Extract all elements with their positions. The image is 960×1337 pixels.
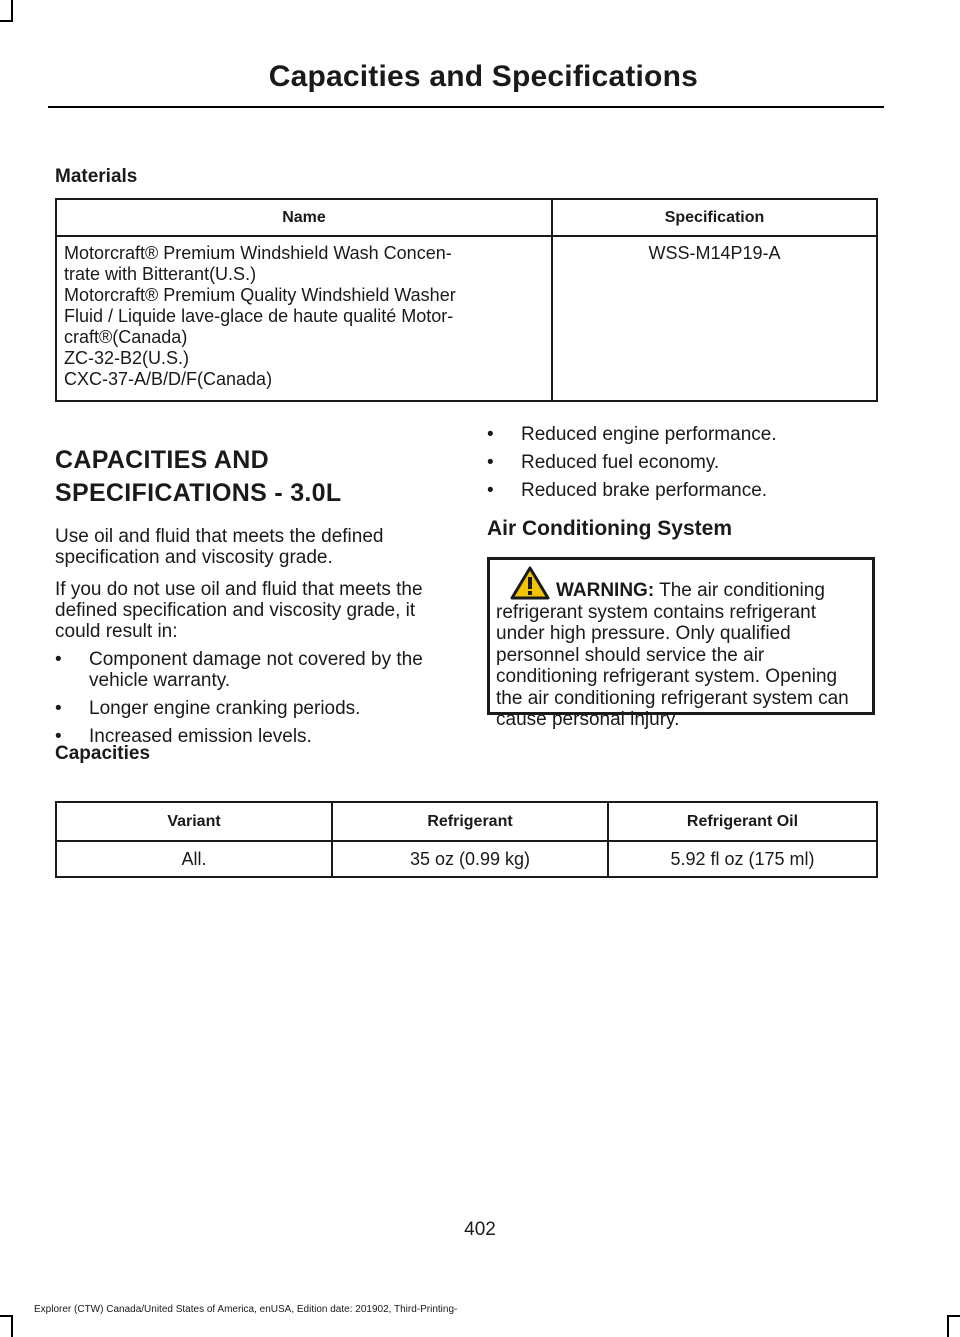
consequence-paragraph: If you do not use oil and fluid that meets the defined specification and viscosity grade, it could result in: (55, 579, 423, 642)
left-column (55, 444, 450, 754)
crop-mark (0, 20, 13, 22)
bullet-icon: • (487, 424, 494, 445)
consequence-list (55, 649, 450, 747)
warning-box (487, 557, 875, 730)
material-name-line: Motorcraft® Premium Windshield Wash Concen- (64, 243, 452, 263)
column-header-refrigerant: Refrigerant (332, 802, 608, 841)
section-heading-line: CAPACITIES AND (55, 446, 269, 474)
material-name-cell (56, 236, 552, 401)
crop-mark (11, 1315, 13, 1337)
table-row (56, 841, 877, 877)
header-divider (48, 106, 884, 108)
bullet-icon: • (55, 649, 62, 670)
consequence-list-continued (487, 424, 882, 501)
refrigerant-oil-cell: 5.92 fl oz (175 ml) (608, 841, 877, 877)
crop-mark (947, 1315, 949, 1337)
bullet-icon: • (487, 452, 494, 473)
section-heading (55, 444, 450, 510)
material-name-line: Motorcraft® Premium Quality Windshield Washer (64, 285, 456, 305)
ac-system-heading: Air Conditioning System (487, 517, 733, 540)
list-item: • Reduced engine performance. (487, 424, 777, 445)
crop-mark (947, 1315, 960, 1317)
list-item: • Reduced fuel economy. (487, 452, 720, 473)
column-header-refrigerant-oil: Refrigerant Oil (608, 802, 877, 841)
page-number: 402 (464, 1219, 496, 1240)
material-name-line: trate with Bitterant(U.S.) (64, 264, 257, 284)
table-header-row (56, 199, 877, 236)
column-header-variant: Variant (56, 802, 332, 841)
bullet-icon: • (487, 480, 494, 501)
list-item: • Increased emission levels. (55, 726, 312, 747)
variant-cell: All. (56, 841, 332, 877)
warning-triangle-icon (510, 566, 550, 600)
crop-mark (0, 1315, 13, 1317)
warning-label: WARNING: (556, 580, 655, 601)
right-column (487, 424, 882, 541)
bullet-icon: • (55, 698, 62, 719)
column-header-specification: Specification (552, 199, 877, 236)
warning-text: The air conditioning refrigerant system contains refrigerant under high pressure. Only qualified personnel should service the air conditioning refrigerant system. Opening the air conditioning refrigerant system can cause personal injury. (496, 580, 849, 730)
materials-heading: Materials (55, 166, 138, 187)
material-specification-cell: WSS-M14P19-A (552, 236, 877, 401)
column-header-name: Name (56, 199, 552, 236)
crop-mark (11, 0, 13, 22)
list-item: • Reduced brake performance. (487, 480, 768, 501)
material-name-line: Fluid / Liquide lave-glace de haute qualité Motor- (64, 306, 454, 326)
table-header-row (56, 802, 877, 841)
list-item: • Component damage not covered by the vehicle warranty. (55, 649, 423, 691)
bullet-icon: • (55, 726, 62, 747)
page-footer: Explorer (CTW) Canada/United States of America, enUSA, Edition date: 201902, Third-Printing- (34, 1304, 458, 1315)
section-heading-line: SPECIFICATIONS - 3.0L (55, 479, 342, 507)
capacities-heading: Capacities (55, 743, 151, 764)
list-item: • Longer engine cranking periods. (55, 698, 361, 719)
capacities-table (55, 801, 878, 878)
table-row (56, 236, 877, 401)
materials-table (55, 198, 878, 402)
material-name-line: ZC-32-B2(U.S.) (64, 348, 190, 368)
intro-paragraph: Use oil and fluid that meets the defined specification and viscosity grade. (55, 526, 384, 568)
material-name-line: CXC-37-A/B/D/F(Canada) (64, 369, 273, 389)
material-name-line: craft®(Canada) (64, 327, 188, 347)
refrigerant-cell: 35 oz (0.99 kg) (332, 841, 608, 877)
page-header-title: Capacities and Specifications (268, 60, 698, 93)
